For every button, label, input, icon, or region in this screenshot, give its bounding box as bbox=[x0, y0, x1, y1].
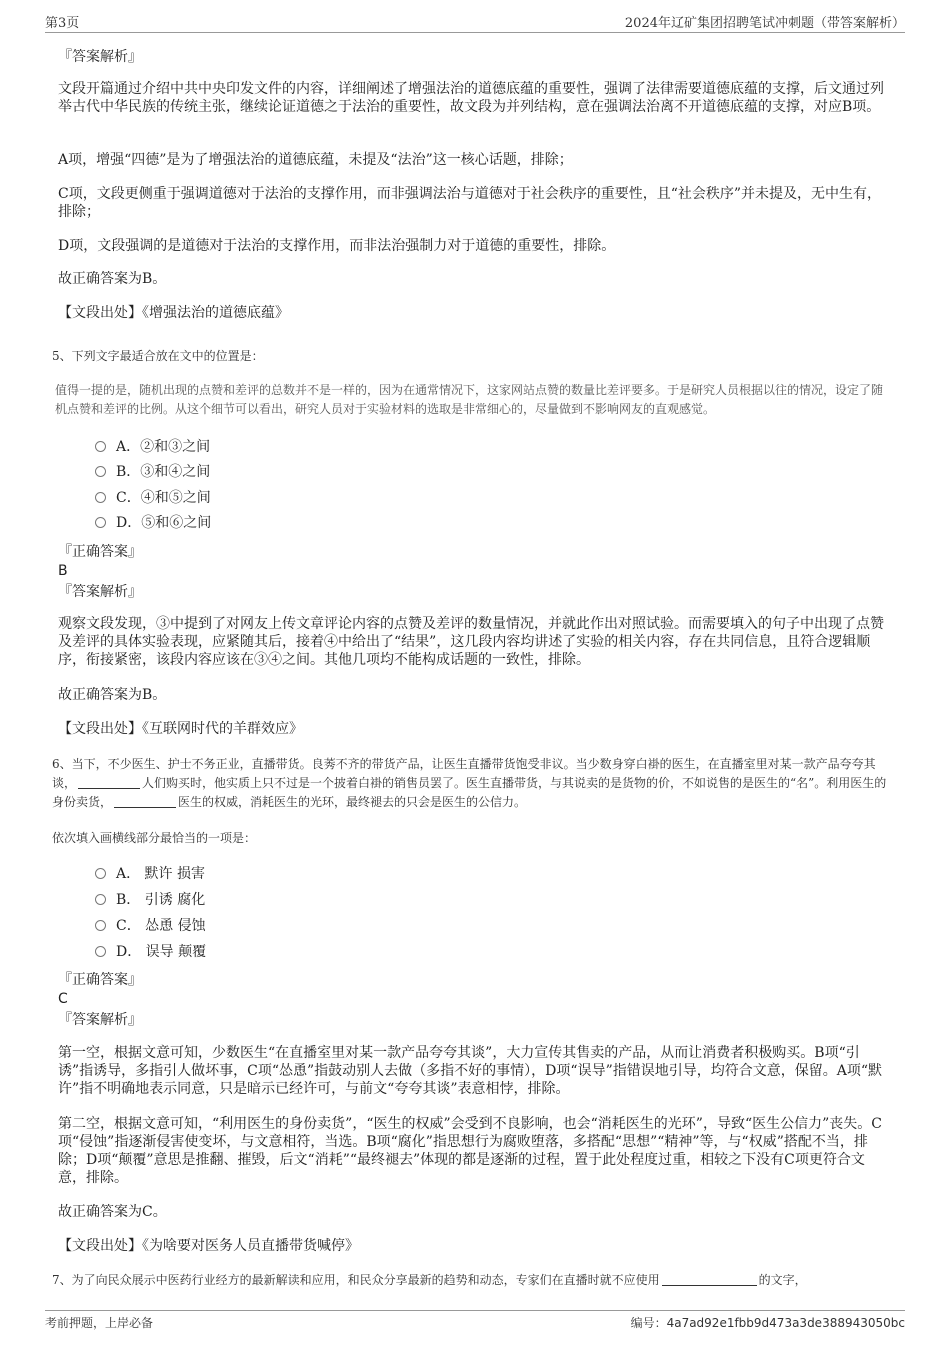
q5-correct-label: 『正确答案』 bbox=[58, 544, 142, 560]
q4-a-note: A项，增强“四德”是为了增强法治的道德底蕴，未提及“法治”这一核心话题，排除； bbox=[58, 152, 573, 168]
q5-analysis-label: 『答案解析』 bbox=[58, 584, 142, 600]
q5-option-a[interactable]: A．②和③之间 bbox=[95, 438, 210, 456]
page-header bbox=[45, 12, 905, 32]
radio-icon[interactable] bbox=[95, 492, 106, 503]
header-divider bbox=[45, 32, 905, 33]
footer-divider bbox=[45, 1310, 905, 1311]
q6-prompt: 依次填入画横线部分最恰当的一项是： bbox=[52, 831, 257, 845]
radio-icon[interactable] bbox=[95, 946, 106, 957]
q6-source: 【文段出处】《为啥要对医务人员直播带货喊停》 bbox=[58, 1238, 359, 1254]
q6-conclusion: 故正确答案为C。 bbox=[58, 1204, 167, 1220]
radio-icon[interactable] bbox=[95, 868, 106, 879]
q4-d-note: D项，文段强调的是道德对于法治的支撑作用，而非法治强制力对于道德的重要性，排除。 bbox=[58, 238, 616, 254]
document-id: 编号：4a7ad92e1fbb9d473a3de388943050bc bbox=[630, 1316, 905, 1330]
q4-analysis: 文段开篇通过介绍中共中央印发文件的内容，详细阐述了增强法治的道德底蕴的重要性，强调了法律需要道德底蕴的支撑，后文通过列举古代中华民族的传统主张，继续论证道德之于法治的重要性，故文段为并列结构，意在强调法治离不开道德底蕴的支撑，对应B项。 bbox=[58, 81, 884, 115]
radio-icon[interactable] bbox=[95, 441, 106, 452]
radio-icon[interactable] bbox=[95, 517, 106, 528]
q5-option-c[interactable]: C．④和⑤之间 bbox=[95, 489, 211, 507]
footer-slogan: 考前押题，上岸必备 bbox=[45, 1316, 154, 1330]
q6-analysis-label: 『答案解析』 bbox=[58, 1012, 142, 1028]
q6-option-c[interactable]: C． 怂恿 侵蚀 bbox=[95, 917, 206, 935]
q6-option-d[interactable]: D． 误导 颠覆 bbox=[95, 943, 206, 961]
q6-option-b[interactable]: B． 引诱 腐化 bbox=[95, 891, 205, 909]
blank-1 bbox=[78, 776, 140, 789]
radio-icon[interactable] bbox=[95, 920, 106, 931]
q4-c-note: C项，文段更侧重于强调道德对于法治的支撑作用，而非强调法治与道德对于社会秩序的重要性，且“社会秩序”并未提及，无中生有，排除； bbox=[58, 186, 882, 220]
radio-icon[interactable] bbox=[95, 894, 106, 905]
blank-1 bbox=[662, 1273, 757, 1286]
q4-conclusion: 故正确答案为B。 bbox=[58, 271, 167, 287]
q5-option-b[interactable]: B．③和④之间 bbox=[95, 463, 210, 481]
q4-analysis-label: 『答案解析』 bbox=[58, 49, 142, 65]
page-number: 第3页 bbox=[45, 16, 80, 31]
q6-question: 6、当下，不少医生、护士不务正业，直播带货。良莠不齐的带货产品，让医生直播带货饱受非议。当少数身穿白褂的医生，在直播室里对某一款产品夸夸其谈， 人们购买时，他实质上只不过是一个披着白褂的销售员罢了。医生直播带货，与其说卖的是货物的价，不如说售的是医生的“名”。利用医生的身份卖货， 医生的权威，消耗医生的光环，最终褪去的只会是医生的公信力。 bbox=[52, 757, 887, 809]
q5-source: 【文段出处】《互联网时代的羊群效应》 bbox=[58, 721, 303, 737]
q5-conclusion: 故正确答案为B。 bbox=[58, 687, 167, 703]
radio-icon[interactable] bbox=[95, 466, 106, 477]
q5-question: 5、下列文字最适合放在文中的位置是： bbox=[52, 349, 264, 363]
q6-correct-label: 『正确答案』 bbox=[58, 972, 142, 988]
document-title: 2024年辽矿集团招聘笔试冲刺题（带答案解析） bbox=[624, 16, 905, 31]
q5-option-d[interactable]: D．⑤和⑥之间 bbox=[95, 514, 211, 532]
q6-analysis-2: 第二空，根据文意可知，“利用医生的身份卖货”，“医生的权威”会受到不良影响，也会“消耗医生的光环”，导致“医生公信力”丧失。C项“侵蚀”指逐渐侵害使变坏，与文意相符，当选。B项“腐化”指思想行为腐败堕落，多搭配“思想”“精神”等，与“权威”搭配不当，排除；D项“颠覆”意思是推翻、摧毁，后文“消耗”“最终褪去”体现的都是逐渐的过程，置于此处程度过重，相较之下没有C项更符合文意，排除。 bbox=[58, 1116, 882, 1186]
q5-correct-answer: B bbox=[58, 563, 68, 579]
q6-correct-answer: C bbox=[58, 991, 68, 1007]
q4-source: 【文段出处】《增强法治的道德底蕴》 bbox=[58, 305, 289, 321]
q6-analysis-1: 第一空，根据文意可知，少数医生“在直播室里对某一款产品夸夸其谈”，大力宣传其售卖的产品，从而让消费者积极购买。B项“引诱”指诱导，多指引人做坏事，C项“怂恿”指鼓动别人去做（多指不好的事情），D项“误导”指错误地引导，均符合文意，保留。A项“默许”指不明确地表示同意，只是暗示已经许可，与前文“夸夸其谈”表意相悖，排除。 bbox=[58, 1045, 882, 1097]
q5-analysis: 观察文段发现，③中提到了对网友上传文章评论内容的点赞及差评的数量情况，并就此作出对照试验。而需要填入的句子中出现了点赞及差评的具体实验表现，应紧随其后，接着④中给出了“结果”，这几段内容均讲述了实验的相关内容，存在共同信息，且符合逻辑顺序，衔接紧密，该段内容应该在③④之间。其他几项均不能构成话题的一致性，排除。 bbox=[58, 616, 884, 668]
q7-question: 7、为了向民众展示中医药行业经方的最新解读和应用，和民众分享最新的趋势和动态，专家们在直播时就不应使用 的文字， bbox=[52, 1273, 807, 1287]
q5-passage: 值得一提的是，随机出现的点赞和差评的总数并不是一样的，因为在通常情况下，这家网站点赞的数量比差评要多。于是研究人员根据以往的情况，设定了随机点赞和差评的比例。从这个细节可以看出，研究人员对于实验材料的选取是非常细心的，尽量做到不影响网友的直观感觉。 bbox=[55, 383, 884, 416]
blank-2 bbox=[114, 795, 176, 808]
q6-option-a[interactable]: A． 默许 损害 bbox=[95, 865, 205, 883]
